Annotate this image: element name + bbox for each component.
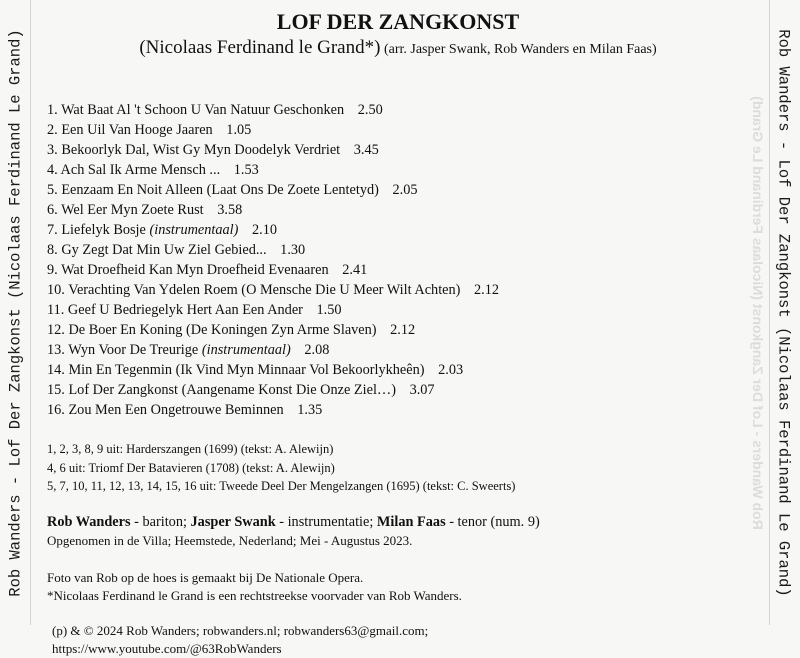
performer-name: Milan Faas [376,513,446,530]
track-duration: 2.12 [390,322,416,338]
track-duration: 3.07 [409,382,435,398]
track-note: (instrumentaal) [149,222,239,238]
track-title: Wat Baat Al 't Schoon U Van Natuur Geschonken [61,102,345,118]
spine-right-text: Rob Wanders - Lof Der Zangkonst (Nicolaas Ferdinand Le Grand) [775,28,793,597]
track-duration: 2.05 [392,182,418,198]
note-line: Foto van Rob op de hoes is gemaakt bij De Nationale Opera. [47,569,364,585]
track-number: 12. [47,322,65,338]
track-number: 15. [47,382,65,398]
track-title: Geef U Bedriegelyk Hert Aan Een Ander [67,302,303,318]
track-title: Liefelyk Bosje [61,222,146,238]
track-row [47,120,707,140]
source-line: 1, 2, 3, 8, 9 uit: Harderszangen (1699) (tekst: A. Alewijn) [47,442,334,456]
footer [47,622,707,658]
track-number: 7. [47,222,58,238]
track-title: Ach Sal Ik Arme Mensch ... [60,162,221,178]
divider-right [769,0,770,625]
bleed-through-spine-text: Rob Wanders - Lof Der Zangkonst (Nicolaas Ferdinand Le Grand) [750,95,766,530]
track-number: 11. [47,302,65,318]
copyright-line: (p) & © 2024 Rob Wanders; robwanders.nl; robwanders63@gmail.com; [52,622,429,638]
divider-left [30,0,31,625]
track-duration: 1.05 [226,122,252,138]
track-title: Min En Tegenmin (Ik Vind Myn Minnaar Vol Bekoorlykheên) [68,362,425,378]
arrangers: (arr. Jasper Swank, Rob Wanders en Milan Faas) [383,42,657,57]
track-title: Wel Eer Myn Zoete Rust [61,202,204,218]
performer-credits [47,512,707,532]
track-row [47,300,707,320]
track-row [47,240,707,260]
track-duration: 2.10 [252,222,278,238]
track-title: Gy Zegt Dat Min Uw Ziel Gebied... [61,242,267,258]
track-title: De Boer En Koning (De Koningen Zyn Arme Slaven) [68,322,377,338]
source-line: 5, 7, 10, 11, 12, 13, 14, 15, 16 uit: Tweede Deel Der Mengelzangen (1695) (tekst: C. Sweerts) [47,479,516,493]
album-subtitle [47,36,707,62]
track-title: Bekoorlyk Dal, Wist Gy Myn Doodelyk Verdriet [61,142,341,158]
track-number: 16. [47,402,65,418]
source-credits [47,440,707,496]
track-title: Wyn Voor De Treurige [68,342,199,358]
performer-role: - instrumentatie; [275,513,377,530]
spine-left [4,0,28,625]
album-title: LOF DER ZANGKONST [276,9,520,34]
track-number: 4. [47,162,58,178]
spine-left-text: Rob Wanders - Lof Der Zangkonst (Nicolaas Ferdinand Le Grand) [7,28,25,597]
track-number: 1. [47,102,58,118]
track-duration: 1.30 [280,242,306,258]
track-title: Een Uil Van Hooge Jaaren [61,122,213,138]
track-duration: 2.03 [438,362,464,378]
composer: (Nicolaas Ferdinand le Grand*) [139,37,381,58]
track-duration: 2.08 [304,342,330,358]
note-line: *Nicolaas Ferdinand le Grand is een rechtstreekse voorvader van Rob Wanders. [47,587,462,603]
track-title: Lof Der Zangkonst (Aangename Konst Die Onze Ziel…) [68,382,396,398]
track-row [47,380,707,400]
track-number: 13. [47,342,65,358]
performer-role: - bariton; [130,513,191,530]
youtube-link[interactable]: https://www.youtube.com/@63RobWanders [52,640,282,656]
track-number: 10. [47,282,65,298]
back-cover-content [47,8,707,658]
track-row [47,360,707,380]
bleed-through-text [746,0,770,625]
track-row [47,260,707,280]
track-list [47,100,707,420]
track-duration: 1.53 [233,162,259,178]
performer-role: - tenor (num. 9) [445,513,540,530]
track-row [47,340,707,360]
track-number: 5. [47,182,58,198]
track-row [47,220,707,240]
track-duration: 1.50 [316,302,342,318]
track-number: 3. [47,142,58,158]
track-row [47,320,707,340]
track-row [47,400,707,420]
track-duration: 1.35 [297,402,323,418]
notes [47,569,707,605]
track-row [47,140,707,160]
track-row [47,100,707,120]
track-duration: 2.50 [357,102,383,118]
track-duration: 2.12 [474,282,500,298]
track-duration: 3.45 [353,142,379,158]
spine-right [772,0,796,625]
track-title: Wat Droefheid Kan Myn Droefheid Evenaaren [61,262,329,278]
track-row [47,180,707,200]
recording-info: Opgenomen in de Villa; Heemstede, Nederland; Mei - Augustus 2023. [47,532,413,548]
track-number: 8. [47,242,58,258]
track-number: 14. [47,362,65,378]
track-row [47,160,707,180]
track-number: 2. [47,122,58,138]
track-number: 6. [47,202,58,218]
track-title: Eenzaam En Noit Alleen (Laat Ons De Zoete Lentetyd) [61,182,379,198]
track-row [47,200,707,220]
track-row [47,280,707,300]
performer-name: Rob Wanders [47,513,131,530]
track-number: 9. [47,262,58,278]
track-duration: 3.58 [217,202,243,218]
performer-name: Jasper Swank [190,513,276,530]
track-duration: 2.41 [342,262,368,278]
track-note: (instrumentaal) [201,342,291,358]
track-title: Zou Men Een Ongetrouwe Beminnen [68,402,284,418]
track-title: Verachting Van Ydelen Roem (O Mensche Die U Meer Wilt Achten) [68,282,461,298]
source-line: 4, 6 uit: Triomf Der Batavieren (1708) (tekst: A. Alewijn) [47,460,335,475]
